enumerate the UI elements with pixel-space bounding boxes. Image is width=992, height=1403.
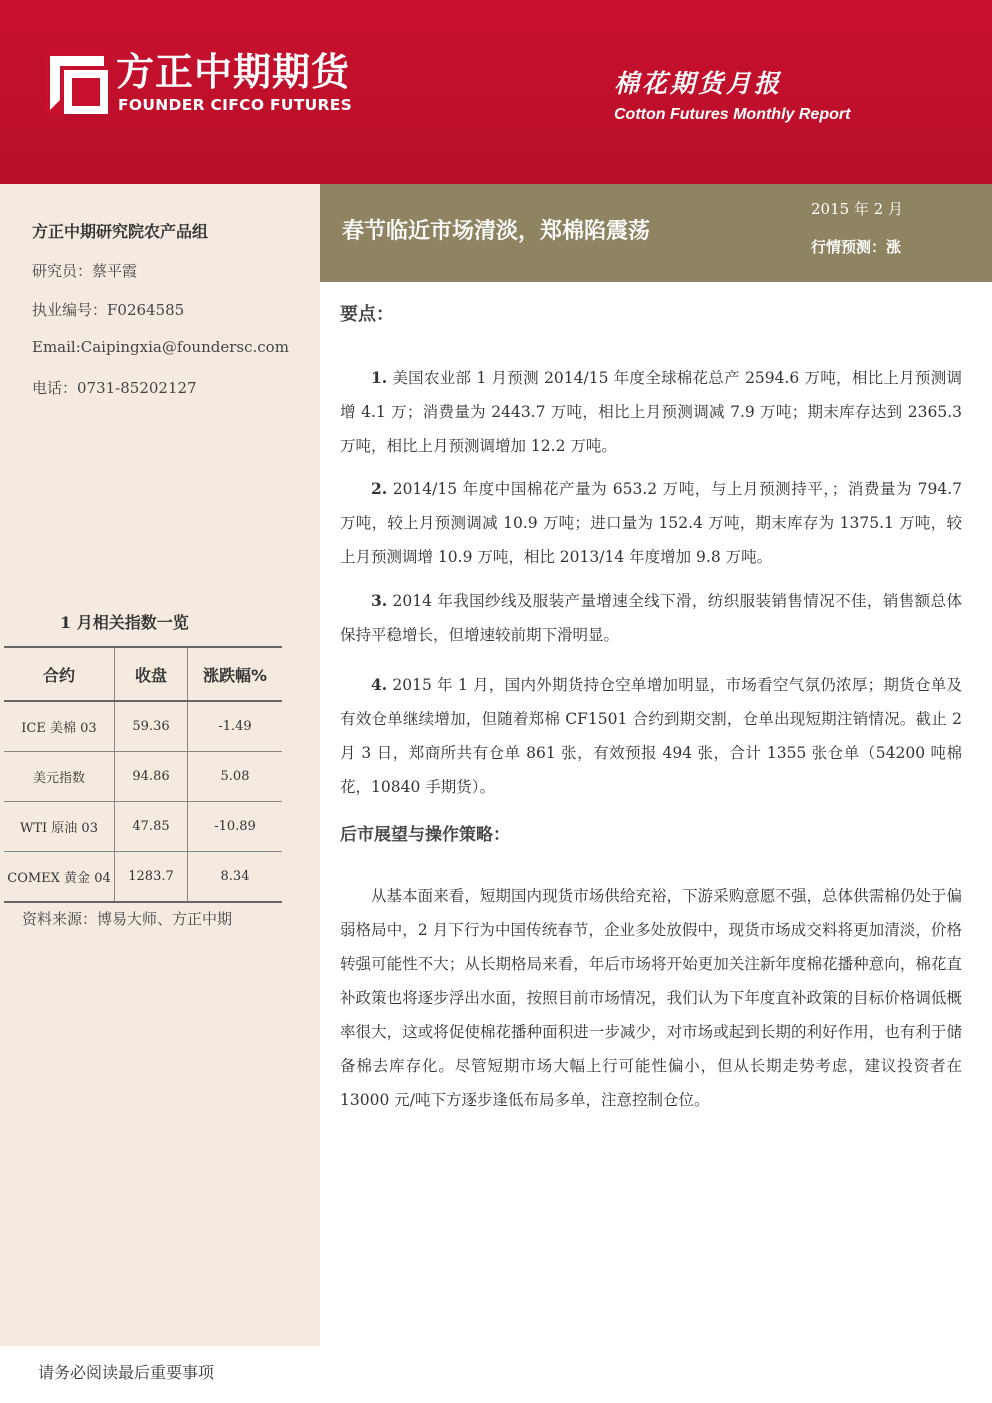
point-text: 2014/15 年度中国棉花产量为 653.2 万吨，与上月预测持平，；消费量为 794.7 万吨，较上月预测调减 10.9 万吨；进口量为 152.4 万吨，期末库存为 1375.1 万吨，较上月预测调增 10.9 万吨，相比 2013/14 年度增加 9.8 万吨。 <box>340 480 962 566</box>
point-text: 2015 年 1 月，国内外期货持仓空单增加明显，市场看空气氛仍浓厚；期货仓单及有效仓单继续增加，但随着郑棉 CF1501 合约到期交割，仓单出现短期注销情况。截止 2 月 3 日，郑商所共有仓单 861 张，有效预报 494 张，合计 1355 张仓单（54200 吨棉花，10840 手期货）。 <box>340 676 962 796</box>
cell-close: 1283.7 <box>115 852 188 903</box>
index-table-title: 1 月相关指数一览 <box>60 613 189 632</box>
key-points-heading: 要点： <box>340 304 394 325</box>
researcher: 研究员：蔡平霞 <box>32 262 138 280</box>
table-row <box>4 752 282 802</box>
column-header-change: 涨跌幅% <box>188 647 283 701</box>
column-header-close: 收盘 <box>115 647 188 701</box>
point-number: 1. <box>371 368 388 387</box>
report-date: 2015 年 2 月 <box>811 200 904 218</box>
license-number: 执业编号：F0264585 <box>32 301 185 319</box>
point-number: 4. <box>371 675 388 694</box>
index-table <box>4 646 282 903</box>
founder-logo-icon <box>46 52 108 114</box>
cell-change: -10.89 <box>188 802 283 852</box>
point-text: 2014 年我国纱线及服装产量增速全线下滑，纺织服装销售情况不佳，销售额总体保持平稳增长，但增速较前期下滑明显。 <box>340 592 962 644</box>
report-type-en: Cotton Futures Monthly Report <box>614 106 851 123</box>
company-name-cn: 方正中期期货 <box>116 50 351 94</box>
cell-close: 59.36 <box>115 701 188 752</box>
point-number: 2. <box>371 479 388 498</box>
outlook-heading: 后市展望与操作策略： <box>340 825 510 845</box>
table-row <box>4 701 282 752</box>
cell-change: 5.08 <box>188 752 283 802</box>
outlook-paragraph: 从基本面来看，短期国内现货市场供给充裕，下游采购意愿不强，总体供需棉仍处于偏弱格局中，2 月下行为中国传统春节，企业多处放假中，现货市场成交料将更加清淡，价格转强可能性不大；从长期格局来看，年后市场将开始更加关注新年度棉花播种意向，棉花直补政策也将逐步浮出水面，按照目前市场情况，我们认为下年度直补政策的目标价格调低概率很大，这或将促使棉花播种面积进一步减少，对市场或起到长期的利好作用，也有利于储备棉去库存化。尽管短期市场大幅上行可能性偏小，但从长期走势考虑，建议投资者在 13000 元/吨下方逐步逢低布局多单，注意控制仓位。 <box>340 887 962 1109</box>
table-header-row <box>4 647 282 701</box>
key-point-1 <box>340 361 962 463</box>
cell-close: 47.85 <box>115 802 188 852</box>
cell-contract: 美元指数 <box>4 752 115 802</box>
table-row <box>4 852 282 903</box>
page-title: 春节临近市场清淡，郑棉陷震荡 <box>342 219 651 244</box>
data-source: 资料来源：博易大师、方正中期 <box>22 910 233 928</box>
email: Email:Caipingxia@foundersc.com <box>32 338 289 356</box>
company-name-en: FOUNDER CIFCO FUTURES <box>118 96 353 114</box>
report-header <box>0 0 992 184</box>
key-point-2 <box>340 472 962 574</box>
phone: 电话：0731-85202127 <box>32 379 197 397</box>
key-point-4 <box>340 668 962 804</box>
report-type-cn: 棉花期货月报 <box>614 69 783 98</box>
column-header-contract: 合约 <box>4 647 115 701</box>
cell-change: 8.34 <box>188 852 283 903</box>
cell-contract: WTI 原油 03 <box>4 802 115 852</box>
cell-close: 94.86 <box>115 752 188 802</box>
market-forecast: 行情预测：涨 <box>811 238 902 256</box>
cell-contract: COMEX 黄金 04 <box>4 852 115 903</box>
disclaimer-note: 请务必阅读最后重要事项 <box>38 1363 215 1382</box>
table-row <box>4 802 282 852</box>
key-point-3 <box>340 584 962 652</box>
point-number: 3. <box>371 591 388 610</box>
cell-contract: ICE 美棉 03 <box>4 701 115 752</box>
point-text: 美国农业部 1 月预测 2014/15 年度全球棉花总产 2594.6 万吨，相比上月预测调增 4.1 万；消费量为 2443.7 万吨，相比上月预测调减 7.9 万吨；期末库存达到 2365.3 万吨，相比上月预测调增加 12.2 万吨。 <box>340 369 962 455</box>
cell-change: -1.49 <box>188 701 283 752</box>
research-group: 方正中期研究院农产品组 <box>32 222 209 241</box>
